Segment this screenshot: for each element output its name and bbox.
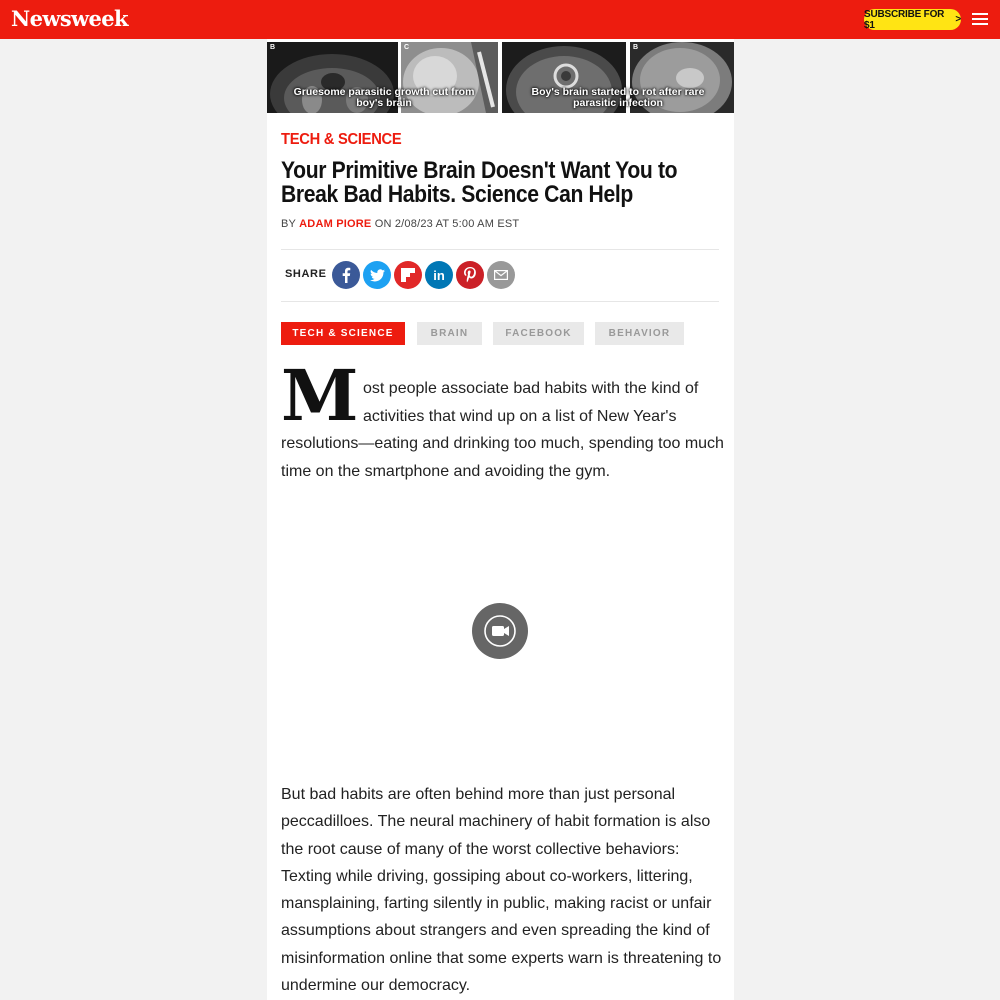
drop-cap: M: [281, 354, 359, 437]
author-link[interactable]: ADAM PIORE: [299, 218, 372, 230]
twitter-share-button[interactable]: [363, 261, 391, 289]
facebook-share-button[interactable]: [332, 261, 360, 289]
byline-prefix: BY: [281, 218, 296, 230]
panel-letter: B: [633, 44, 639, 51]
linkedin-icon: in: [433, 267, 445, 283]
divider: [281, 301, 719, 302]
headline-line-1: Your Primitive Brain Doesn't Want You to: [281, 157, 678, 184]
top-navigation-bar: [0, 0, 1000, 39]
section-label[interactable]: TECH & SCIENCE: [281, 131, 402, 148]
divider: [281, 249, 719, 250]
subscribe-arrow: >: [955, 14, 961, 25]
hamburger-menu-icon[interactable]: [972, 13, 988, 25]
twitter-icon: [370, 269, 385, 282]
pinterest-icon: [464, 267, 476, 283]
tag-facebook[interactable]: FACEBOOK: [493, 322, 584, 345]
pinterest-share-button[interactable]: [456, 261, 484, 289]
tag-behavior[interactable]: BEHAVIOR: [595, 322, 684, 345]
facebook-icon: [339, 267, 353, 283]
headline-line-2: Break Bad Habits. Science Can Help: [281, 181, 633, 208]
video-play-button[interactable]: [472, 603, 528, 659]
related-story-1-caption: Gruesome parasitic growth cut from boy's brain: [293, 86, 475, 109]
paragraph-1-line-2: activities that wind up on a list of New Year's: [363, 407, 677, 425]
paragraph-1-body: resolutions—eating and drinking too much, spending too much time on the smartphone and avoiding the gym.: [281, 435, 724, 480]
flipboard-icon: [401, 268, 415, 282]
tag-tech-science[interactable]: TECH & SCIENCE: [281, 322, 405, 345]
email-icon: [494, 270, 508, 280]
paragraph-1-line-1: ost people associate bad habits with the kind of: [363, 380, 699, 397]
panel-letter: B: [270, 44, 276, 51]
newsweek-logo[interactable]: Newsweek: [11, 6, 129, 31]
flipboard-share-button[interactable]: [394, 261, 422, 289]
byline: [281, 218, 519, 230]
byline-date: ON 2/08/23 AT 5:00 AM EST: [374, 218, 520, 230]
paragraph-1-lead: [363, 375, 723, 430]
email-share-button[interactable]: [487, 261, 515, 289]
related-story-2-caption: Boy's brain started to rot after rare parasitic infection: [531, 86, 705, 109]
paragraph-2: But bad habits are often behind more than just personal peccadilloes. The neural machinery of habit formation is also the root cause of many of the worst collective behaviors: Texting while driving, gossiping about co-workers, littering, mansplaining, farting silently in public, making racist or unfair assumptions about strangers and even spreading the kind of misinformation online that some experts warn is threatening to undermine our democracy.: [281, 786, 722, 995]
video-camera-icon: [482, 613, 518, 649]
subscribe-button[interactable]: [864, 9, 961, 30]
share-label: SHARE: [285, 268, 327, 280]
article-column: [267, 39, 734, 1000]
related-story-2[interactable]: [502, 42, 734, 113]
panel-letter: C: [404, 44, 410, 51]
tag-brain[interactable]: BRAIN: [417, 322, 482, 345]
subscribe-label: SUBSCRIBE FOR $1: [864, 8, 945, 31]
article-headline: [281, 159, 721, 207]
linkedin-share-button[interactable]: [425, 261, 453, 289]
related-story-1[interactable]: [267, 42, 498, 113]
